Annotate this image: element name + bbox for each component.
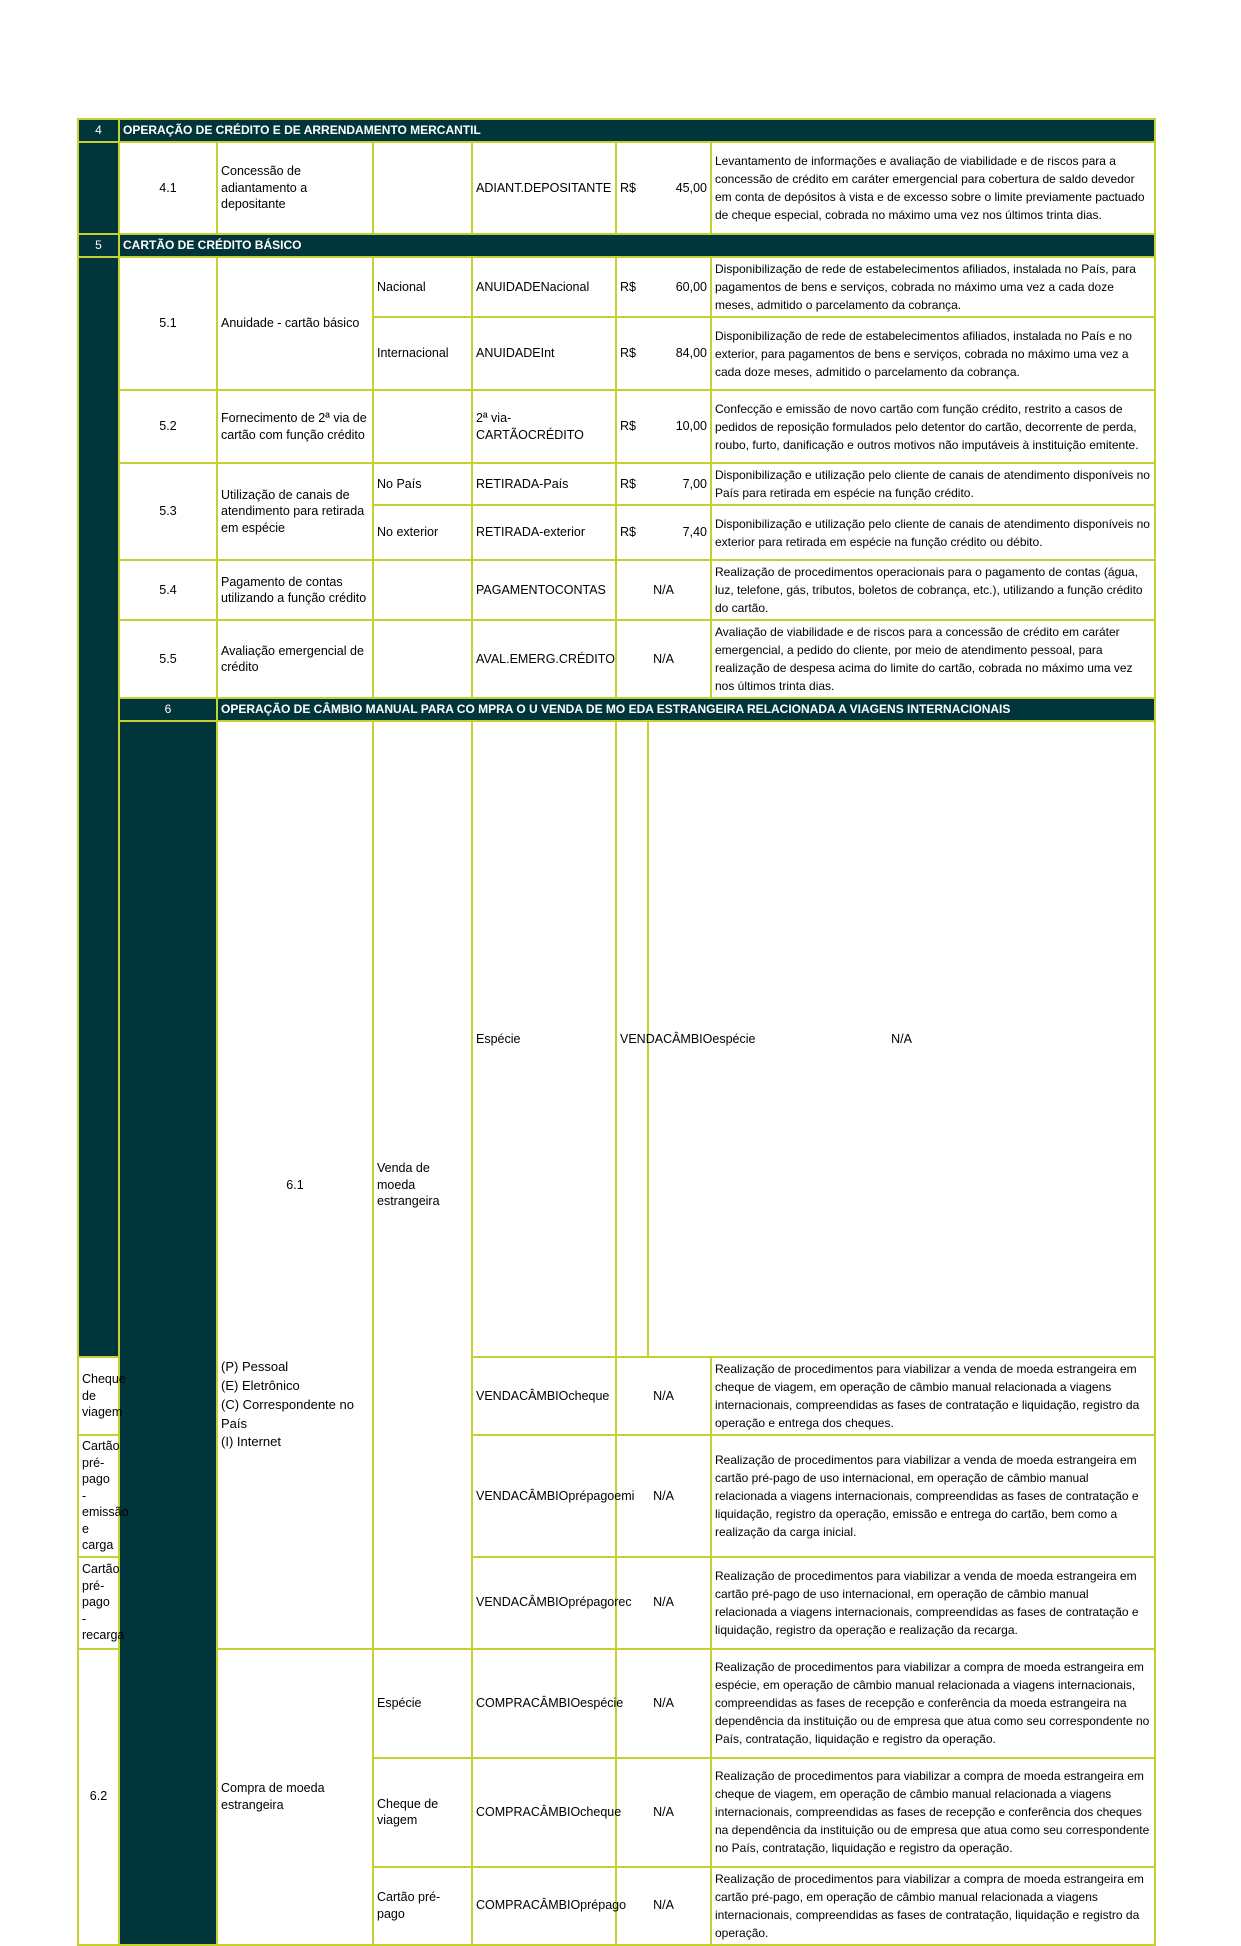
item-number: 5.2 (119, 390, 217, 463)
tariff-code: VENDACÂMBIOprépagoemi (472, 1435, 616, 1557)
service-name: Concessão de adiantamento a depositante (217, 142, 373, 234)
description: Disponibilização de rede de estabelecimentos afiliados, instalada no País e no exterior, para pagamentos de bens e serviços, cobrada no máximo uma vez a cada doze meses, admitido o parcelamento da cobrança. (711, 317, 1155, 390)
section-title: OPERAÇÃO DE CRÉDITO E DE ARRENDAMENTO MERCANTIL (119, 119, 1155, 142)
channel (373, 560, 472, 620)
tariff-code: ADIANT.DEPOSITANTE (472, 142, 616, 234)
description: Realização de procedimentos operacionais para o pagamento de contas (água, luz, telefone, gás, tributos, boletos de cobrança, etc.), utilizando a função crédito do cartão. (711, 560, 1155, 620)
table-row (78, 257, 1155, 317)
section-title: OPERAÇÃO DE CÂMBIO MANUAL PARA CO MPRA O U VENDA DE MO EDA ESTRANGEIRA RELACIONADA A VIAGENS INTERNACIONAIS (217, 698, 1155, 721)
section-number: 6 (119, 698, 217, 721)
description: Realização de procedimentos para viabilizar a compra de moeda estrangeira em espécie, em operação de câmbio manual relacionada a viagens internacionais, compreendidas as fases de recepção e conferência da moeda estrangeira na dependência da instituição ou de empresa que atua como seu correspondente no País, contratação, liquidação e registro da operação. (711, 1649, 1155, 1758)
service-name: Anuidade - cartão básico (217, 257, 373, 390)
tariff-value: 45,00 (648, 142, 711, 234)
description: Disponibilização de rede de estabelecimentos afiliados, instalada no País, para pagamentos de bens e serviços, cobrada no máximo uma vez a cada doze meses, admitido o parcelamento da cobrança. (711, 257, 1155, 317)
description: Confecção e emissão de novo cartão com função crédito, restrito a casos de pedidos de reposição formulados pelo detentor do cartão, decorrente de perda, roubo, furto, danificação e outros motivos não imputáveis à instituição emitente. (711, 390, 1155, 463)
service-name: Utilização de canais de atendimento para retirada em espécie (217, 463, 373, 560)
channel-legend (221, 1358, 371, 1452)
legend-item: (I) Internet (221, 1434, 281, 1450)
item-number: 5.5 (119, 620, 217, 698)
description: Disponibilização e utilização pelo cliente de canais de atendimento disponíveis no País para retirada em espécie na função crédito. (711, 463, 1155, 505)
channel: Nacional (373, 257, 472, 317)
section-title: CARTÃO DE CRÉDITO BÁSICO (119, 234, 1155, 257)
tariff-code: VENDACÂMBIOespécie (616, 721, 648, 1357)
table-row (78, 142, 1155, 234)
table-row (78, 390, 1155, 463)
tariff-code: PAGAMENTOCONTAS (472, 560, 616, 620)
tariff-value: 7,40 (648, 505, 711, 560)
currency: R$ (616, 257, 648, 317)
service-name: Venda de moeda estrangeira (373, 721, 472, 1649)
tariff-value: 10,00 (648, 390, 711, 463)
tariff-value: N/A (616, 620, 711, 698)
legend-item: (E) Eletrônico (221, 1377, 300, 1393)
tariff-value: N/A (616, 1557, 711, 1649)
channel: Espécie (373, 1649, 472, 1758)
description: Avaliação de viabilidade e de riscos para a concessão de crédito em caráter emergencial, a pedido do cliente, por meio de atendimento pessoal, para realização de despesa acima do limite do cartão, cobrada no máximo uma vez nos últimos trinta dias. (711, 620, 1155, 698)
description: Realização de procedimentos para viabilizar a venda de moeda estrangeira em cartão pré-pago de uso internacional, em operação de câmbio manual relacionada a viagens internacionais, compreendidas as fases de contratação e liquidação, registro da operação, emissão e entrega do cartão, bem como a realização da carga inicial. (711, 1435, 1155, 1557)
channel (373, 620, 472, 698)
description: Realização de procedimentos para viabilizar a compra de moeda estrangeira em cartão pré-pago, em operação de câmbio manual relacionada a viagens internacionais, compreendidas as fases de contratação, liquidação e registro da operação. (711, 1867, 1155, 1945)
tariff-value: N/A (616, 1758, 711, 1867)
tariff-value: 7,00 (648, 463, 711, 505)
item-number: 6.1 (217, 721, 373, 1649)
tariff-code: VENDACÂMBIOcheque (472, 1357, 616, 1435)
section-side-bar (78, 257, 119, 1357)
service-name: Compra de moeda estrangeira (217, 1649, 373, 1945)
service-name: Fornecimento de 2ª via de cartão com função crédito (217, 390, 373, 463)
tariff-value: N/A (616, 1867, 711, 1945)
description: Disponibilização e utilização pelo cliente de canais de atendimento disponíveis no exterior para retirada em espécie na função crédito ou débito. (711, 505, 1155, 560)
currency: R$ (616, 142, 648, 234)
tariff-value: N/A (616, 560, 711, 620)
tariff-value: N/A (616, 1435, 711, 1557)
tariff-code: 2ª via-CARTÃOCRÉDITO (472, 390, 616, 463)
table-row (78, 1649, 1155, 1758)
legend-item: (P) Pessoal (221, 1359, 289, 1374)
table-row (78, 721, 1155, 1357)
channel: Cartão pré-pago (373, 1867, 472, 1945)
section-side-bar (78, 142, 119, 234)
section-number: 5 (78, 234, 119, 257)
tariff-code: COMPRACÂMBIOprépago (472, 1867, 616, 1945)
tariff-value: N/A (648, 721, 1155, 1357)
channel: Cheque de viagem (373, 1758, 472, 1867)
tariff-code: AVAL.EMERG.CRÉDITO (472, 620, 616, 698)
channel (373, 390, 472, 463)
currency: R$ (616, 317, 648, 390)
description: Realização de procedimentos para viabilizar a venda de moeda estrangeira em cartão pré-pago de uso internacional, em operação de câmbio manual relacionada a viagens internacionais, compreendidas as fases de contratação e liquidação, registro da operação e realização da recarga. (711, 1557, 1155, 1649)
tariff-value: N/A (616, 1649, 711, 1758)
section-number: 4 (78, 119, 119, 142)
tariff-code: COMPRACÂMBIOespécie (472, 1649, 616, 1758)
item-number: 5.3 (119, 463, 217, 560)
table-row (78, 463, 1155, 505)
tariff-table (77, 118, 1156, 1946)
currency: R$ (616, 463, 648, 505)
currency: R$ (616, 505, 648, 560)
channel: Cartão pré-pago - emissão e carga (78, 1435, 119, 1557)
tariff-value: N/A (616, 1357, 711, 1435)
tariff-code: RETIRADA-País (472, 463, 616, 505)
item-number: 4.1 (119, 142, 217, 234)
tariff-value: 84,00 (648, 317, 711, 390)
tariff-value: 60,00 (648, 257, 711, 317)
section-side-bar (119, 721, 217, 1945)
tariff-code: ANUIDADEInt (472, 317, 616, 390)
item-number: 6.2 (78, 1649, 119, 1945)
channel: Espécie (472, 721, 616, 1357)
currency: R$ (616, 390, 648, 463)
table-row (78, 620, 1155, 698)
table-row (78, 560, 1155, 620)
tariff-code: COMPRACÂMBIOcheque (472, 1758, 616, 1867)
section-header-row (78, 698, 1155, 721)
channel: No exterior (373, 505, 472, 560)
channel: Internacional (373, 317, 472, 390)
channel (373, 142, 472, 234)
section-header-row (78, 234, 1155, 257)
channel: Cartão pré-pago - recarga (78, 1557, 119, 1649)
description: Levantamento de informações e avaliação de viabilidade e de riscos para a concessão de crédito em caráter emergencial para cobertura de saldo devedor em conta de depósitos à vista e de excesso sobre o limite previamente pactuado de cheque especial, cobrada no máximo uma vez nos últimos trinta dias. (711, 142, 1155, 234)
service-name: Avaliação emergencial de crédito (217, 620, 373, 698)
channel: No País (373, 463, 472, 505)
legend-item: (C) Correspondente no País (221, 1396, 354, 1431)
item-number: 5.4 (119, 560, 217, 620)
item-number: 5.1 (119, 257, 217, 390)
tariff-code: RETIRADA-exterior (472, 505, 616, 560)
channel: Cheque de viagem (78, 1357, 119, 1435)
tariff-code: ANUIDADENacional (472, 257, 616, 317)
section-header-row (78, 119, 1155, 142)
description: Realização de procedimentos para viabilizar a compra de moeda estrangeira em cheque de viagem, em operação de câmbio manual relacionada a viagens internacionais, compreendidas as fases de recepção e conferência dos cheques na dependência da instituição ou de empresa que atua como seu correspondente no País, contratação, liquidação e registro da operação. (711, 1758, 1155, 1867)
service-name: Pagamento de contas utilizando a função crédito (217, 560, 373, 620)
tariff-code: VENDACÂMBIOprépagorec (472, 1557, 616, 1649)
description: Realização de procedimentos para viabilizar a venda de moeda estrangeira em cheque de viagem, em operação de câmbio manual relacionada a viagens internacionais, compreendidas as fases de contratação e liquidação, registro da operação e entrega dos cheques. (711, 1357, 1155, 1435)
